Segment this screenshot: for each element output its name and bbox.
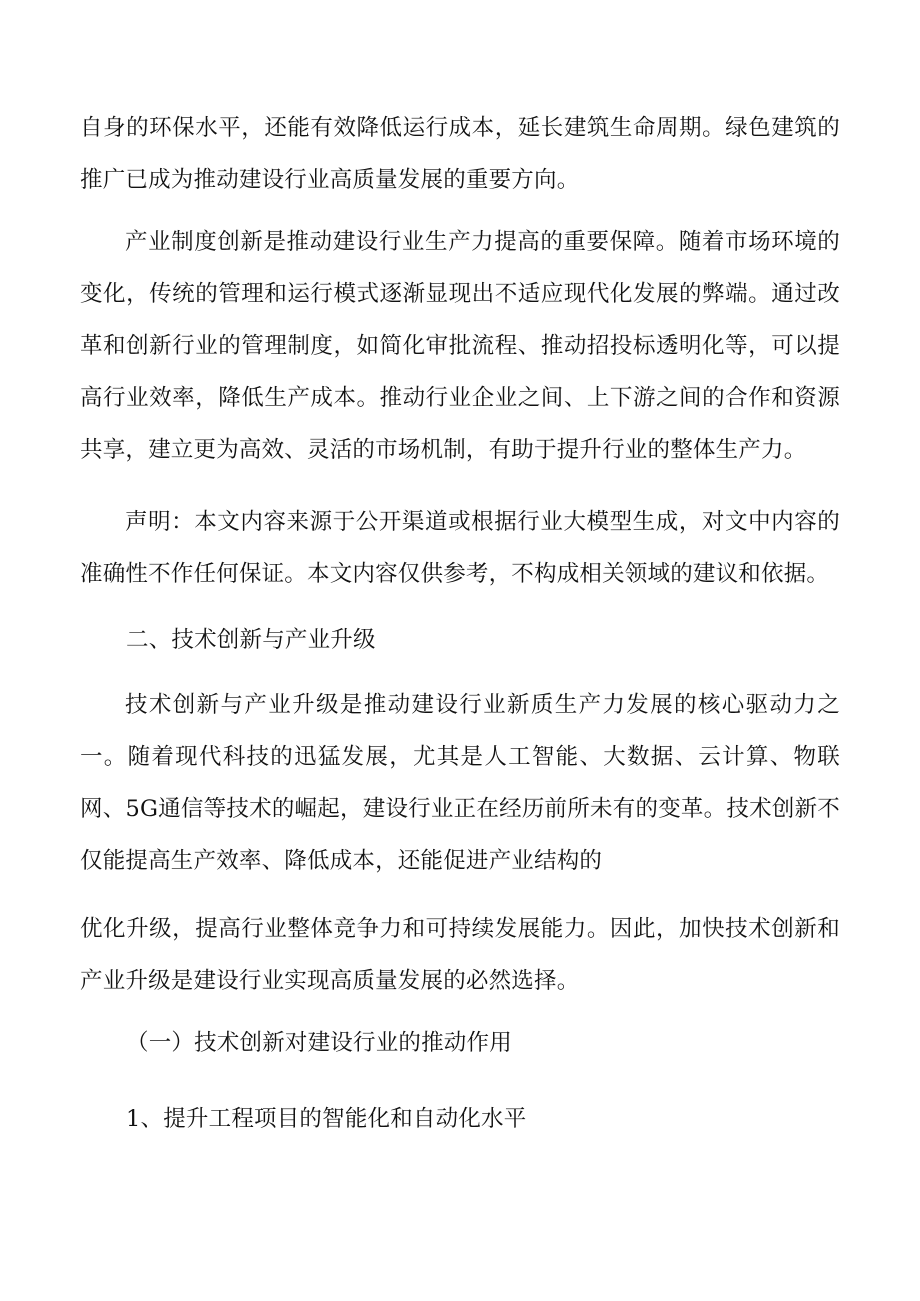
item-heading-intelligent-automation: 1、提升工程项目的智能化和自动化水平 <box>126 1106 527 1132</box>
paragraph-tech-innovation-continued: 优化升级，提高行业整体竞争力和可持续发展能力。因此，加快技术创新和产业升级是建设行业实现高质量发展的必然选择。 <box>80 916 840 994</box>
subsection-heading-driving-role: （一）技术创新对建设行业的推动作用 <box>126 1030 512 1056</box>
paragraph-green-building: 自身的环保水平，还能有效降低运行成本，延长建筑生命周期。绿色建筑的推广已成为推动建设行业高质量发展的重要方向。 <box>80 115 840 193</box>
paragraph-institutional-innovation: 产业制度创新是推动建设行业生产力提高的重要保障。随着市场环境的变化，传统的管理和运行模式逐渐显现出不适应现代化发展的弊端。通过改革和创新行业的管理制度，如简化审批流程、推动招投标透明化等，可以提高行业效率，降低生产成本。推动行业企业之间、上下游之间的合作和资源共享，建立更为高效、灵活的市场机制，有助于提升行业的整体生产力。 <box>80 229 840 463</box>
paragraph-tech-innovation-intro: 技术创新与产业升级是推动建设行业新质生产力发展的核心驱动力之一。随着现代科技的迅猛发展，尤其是人工智能、大数据、云计算、物联网、5G通信等技术的崛起，建设行业正在经历前所未有的变革。技术创新不仅能提高生产效率、降低成本，还能促进产业结构的 <box>80 692 840 874</box>
section-heading-tech-innovation: 二、技术创新与产业升级 <box>126 627 376 653</box>
paragraph-disclaimer: 声明：本文内容来源于公开渠道或根据行业大模型生成，对文中内容的准确性不作任何保证。本文内容仅供参考，不构成相关领域的建议和依据。 <box>80 509 840 587</box>
